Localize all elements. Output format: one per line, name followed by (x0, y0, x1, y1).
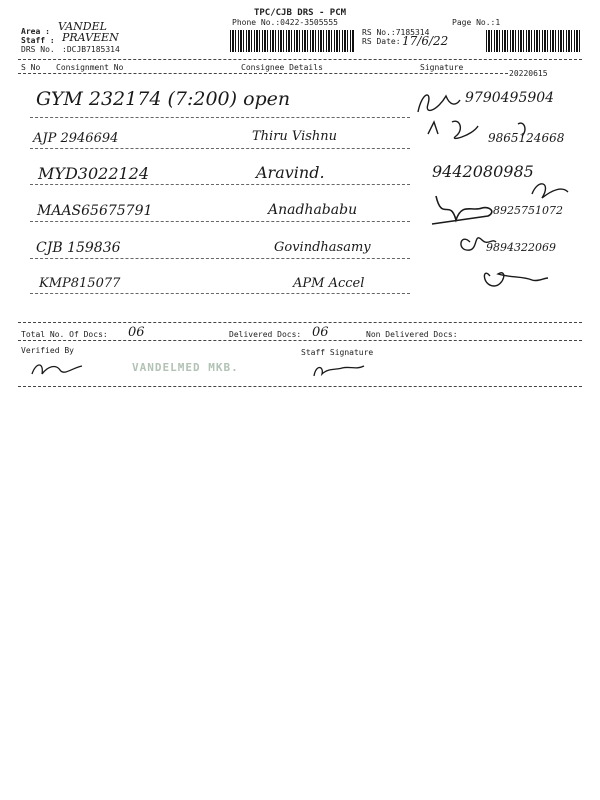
verified-by-label: Verified By (21, 346, 74, 355)
total-docs-value: 06 (128, 325, 145, 340)
drs-label: DRS No. (21, 45, 55, 54)
signature-row-5 (461, 238, 496, 250)
row-2-consignee: Thiru Vishnu (252, 129, 338, 144)
row-6-consignment: KMP815077 (39, 276, 121, 291)
rs-number: RS No.:7185314 (362, 28, 430, 37)
col-consignment: Consignment No (56, 63, 124, 72)
row-3-line (30, 184, 410, 185)
signature-row-2 (428, 121, 525, 138)
footer-divider-mid (18, 340, 582, 341)
row-4-consignment: MAAS65675791 (37, 203, 153, 219)
drs-number: :DCJB7185314 (62, 45, 120, 54)
row-5-consignee: Govindhasamy (274, 240, 371, 255)
page-number: Page No.:1 (452, 18, 501, 27)
row-5-consignment: CJB 159836 (36, 240, 121, 256)
verified-by-signature (28, 356, 88, 382)
staff-value: PRAVEEN (62, 31, 119, 44)
row-5-signature: 9894322069 (486, 241, 556, 254)
signature-row-6 (484, 273, 548, 286)
barcode-rs (486, 30, 582, 52)
row-2-line (30, 148, 410, 149)
col-consignee: Consignee Details (241, 63, 323, 72)
row-4-line (30, 221, 410, 222)
staff-signature (310, 358, 370, 380)
signature-scribbles (412, 82, 594, 302)
date-stamp: 20220615 (509, 69, 548, 78)
col-sno: S No (21, 63, 41, 72)
phone-number: Phone No.:0422-3505555 (232, 18, 338, 27)
row-2-consignment: AJP 2946694 (33, 131, 119, 146)
rs-date-value: 17/6/22 (402, 34, 449, 48)
col-signature: Signature (420, 63, 464, 72)
row-3-consignment: MYD3022124 (38, 164, 150, 183)
row-6-line (30, 293, 410, 294)
column-divider (18, 73, 508, 74)
rs-date-label: RS Date: (362, 37, 401, 46)
staff-label: Staff : (21, 36, 55, 45)
signature-row-4 (432, 196, 492, 224)
row-3-consignee: Aravind. (256, 163, 325, 182)
total-docs-label: Total No. Of Docs: (21, 330, 108, 339)
row-1-line (30, 117, 410, 118)
footer-divider-bottom (18, 386, 582, 387)
row-4-signature: 8925751072 (493, 204, 563, 217)
barcode-drs (230, 30, 354, 52)
area-value: VANDEL (58, 20, 107, 33)
row-3-signature: 9442080985 (432, 162, 534, 181)
row-5-line (30, 258, 410, 259)
signature-row-3 (532, 184, 568, 198)
staff-signature-label: Staff Signature (301, 348, 374, 357)
area-label: Area : (21, 27, 50, 36)
header-divider (18, 59, 582, 60)
drs-title: TPC/CJB DRS - PCM (253, 8, 347, 18)
non-delivered-docs-label: Non Delivered Docs: (366, 330, 458, 339)
signature-row-1 (418, 95, 460, 112)
delivered-docs-label: Delivered Docs: (229, 330, 302, 339)
footer-divider-top (18, 322, 582, 323)
row-2-signature: 9865124668 (488, 131, 565, 145)
verification-stamp: VANDELMED MKB. (132, 361, 239, 374)
row-1-signature: 9790495904 (465, 90, 555, 106)
row-6-consignee: APM Accel (293, 276, 365, 291)
row-4-consignee: Anadhababu (268, 202, 358, 218)
delivered-docs-value: 06 (312, 325, 329, 340)
row-1-consignment: GYM 232174 (7:200) open (36, 88, 291, 110)
